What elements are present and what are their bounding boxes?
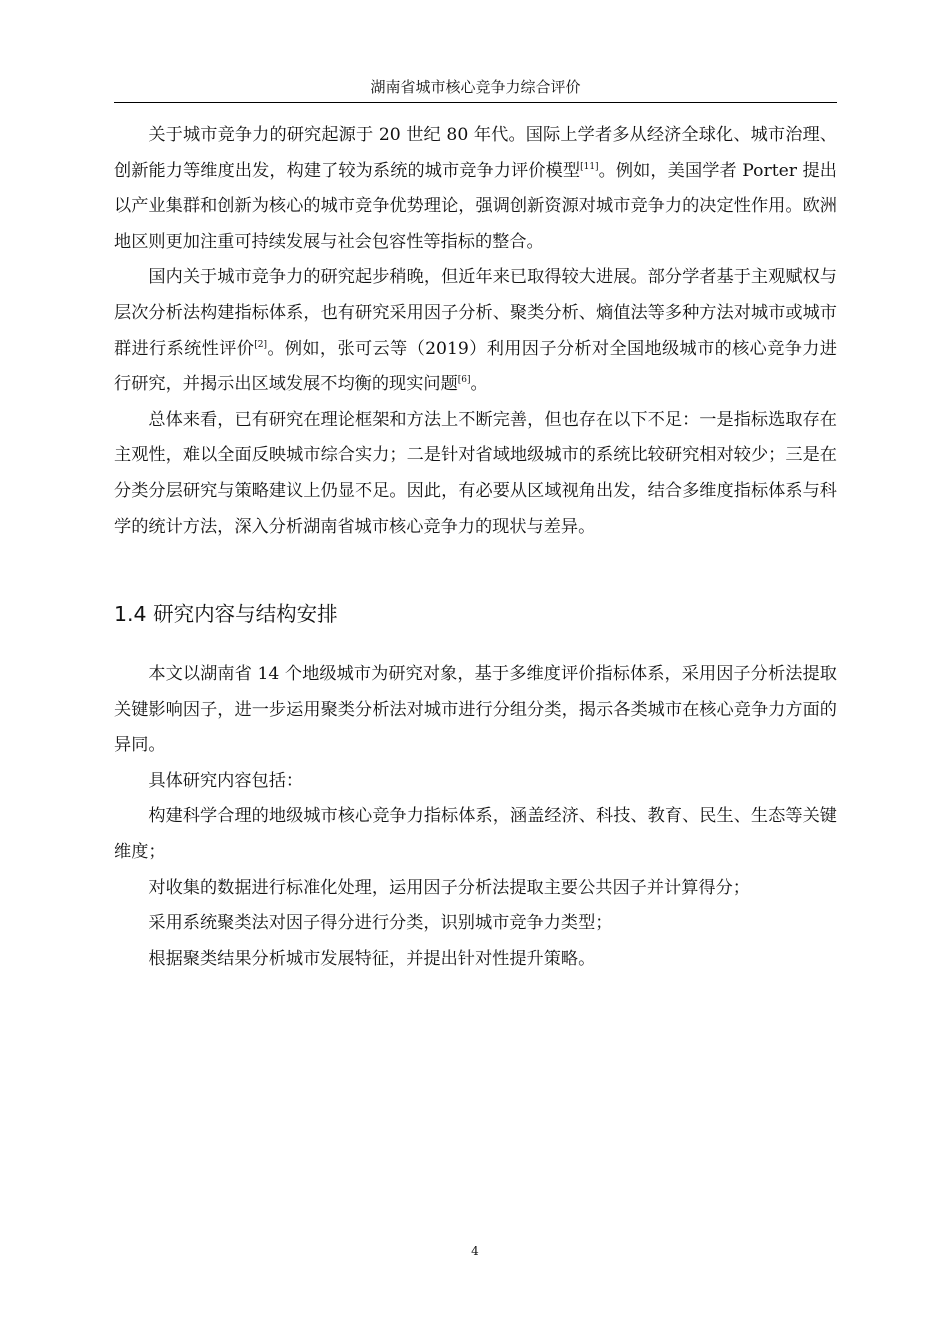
- paragraph-content-intro: 具体研究内容包括：: [148, 770, 304, 791]
- list-item-factor-analysis: 对收集的数据进行标准化处理，运用因子分析法提取主要公共因子并计算得分；: [148, 877, 750, 898]
- citation-marker: [2]: [254, 339, 267, 350]
- body-text-top: [114, 118, 837, 545]
- list-item-clustering: 采用系统聚类法对因子得分进行分类，识别城市竞争力类型；: [148, 913, 613, 934]
- list-item-strategy: 根据聚类结果分析城市发展特征，并提出针对性提升策略。: [148, 948, 596, 969]
- paragraph-text: 。例如，张可云等（2019）利用因子分析对全国地级城市的核心竞争力进行研究，并揭示出区域发展不均衡的现实问题: [114, 338, 837, 395]
- paragraph-international-research: [114, 118, 837, 260]
- paragraph-research-gaps: [114, 403, 837, 545]
- paragraph-research-object: 本文以湖南省 14 个地级城市为研究对象，基于多维度评价指标体系，采用因子分析法提取关键影响因子，进一步运用聚类分析法对城市进行分组分类，揭示各类城市在核心竞争力方面的异同。: [114, 664, 837, 756]
- paragraph-text: 国内关于城市竞争力的研究起步稍晚，但近年来已取得较大进展。部分学者基于主观赋权与层次分析法构建指标体系，也有研究采用因子分析、聚类分析、熵值法等多种方法对城市或城市群进行系统性评价: [114, 267, 837, 359]
- running-header: 湖南省城市核心竞争力综合评价: [114, 76, 837, 103]
- section-heading: 1.4 研究内容与结构安排: [114, 602, 338, 626]
- page-number: 4: [471, 1244, 479, 1258]
- citation-marker: [6]: [457, 375, 471, 386]
- paragraph-text: 。: [470, 374, 488, 395]
- paragraph-text: 。例如，美国学者 Porter 提出以产业集群和创新为核心的城市竞争优势理论，强调创新资源对城市竞争力的决定性作用。欧洲地区则更加注重可持续发展与社会包容性等指标的整合。: [114, 160, 837, 252]
- list-item-indicator-system: 构建科学合理的地级城市核心竞争力指标体系，涵盖经济、科技、教育、民生、生态等关键维度；: [114, 806, 837, 862]
- paragraph-text: 关于城市竞争力的研究起源于 20 世纪 80 年代。国际上学者多从经济全球化、城市治理、创新能力等维度出发，构建了较为系统的城市竞争力评价模型: [114, 125, 837, 181]
- citation-marker: [11]: [580, 161, 599, 172]
- paragraph-domestic-research: [114, 260, 837, 402]
- body-text-section: [114, 657, 837, 977]
- paragraph-text: 总体来看，已有研究在理论框架和方法上不断完善，但也存在以下不足：一是指标选取存在主观性，难以全面反映城市综合实力；二是针对省域地级城市的系统比较研究相对较少；三是在分类分层研究与策略建议上仍显不足。因此，有必要从区域视角出发，结合多维度指标体系与科学的统计方法，深入分析湖南省城市核心竞争力的现状与差异。: [114, 409, 837, 537]
